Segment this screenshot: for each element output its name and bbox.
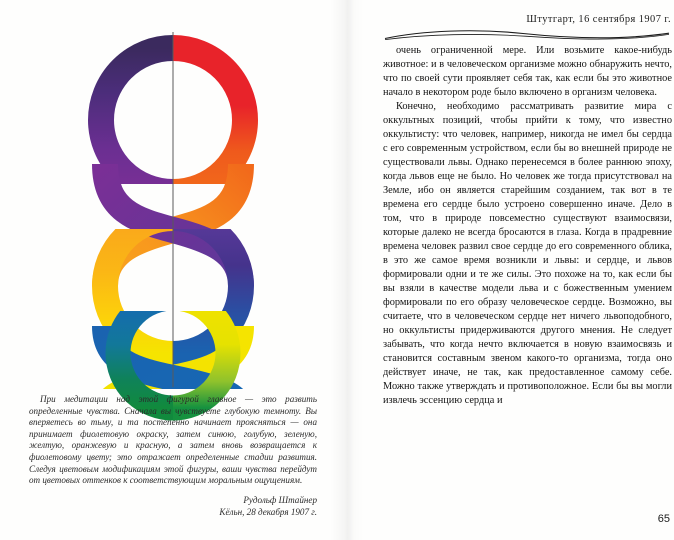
body-text (383, 44, 672, 408)
header-swash-rule (383, 27, 671, 43)
paragraph-2: Конечно, необходимо рассматривать развитие мира с оккультных позиций, чтобы прийти к тому, что известно оккультисту: что человек, например, никогда не имел бы сердца с его современным устройством, если бы во внешней природе не существовали львы. Однако перенесемся в более раннюю эпоху, когда львов еще не было. Но человек же тогда присутствовал на Земле, ибо он является старейшим созданием, так вот в те времена его сердце было устроено совершенно иначе. Дело в том, что в природе повсеместно существуют взаимосвязи, которые далеко не всегда бросаются в глаза. Когда в прадревние времена человек развил свое сердце до его современного облика, в это же самое время возникли и львы: и сердце, и львов формировали одни и те же силы. Это похоже на то, как если бы вы взяли в качестве модели льва и с божественным умением формировали по его образу человеческое сердце. Возможно, вы считаете, что в человеческом сердце нет ничего львоподобного, но оккультисты придерживаются другого мнения. Не следует забывать, что когда нечто включается в новую взаимосвязь и становится составным звеном какого-то организма, тогда оно действует иначе, не так, как предоставленное самому себе. Можно также утверждать и противоположное. Если бы вы могли извлечь эссенцию сердца и (383, 101, 672, 406)
page-number: 65 (657, 513, 670, 525)
paragraph-1: очень ограниченной мере. Или возьмите какое-нибудь животное: и в человеческом организме можно обнаружить нечто, что по своей сути проявляет себя так, как если бы это животное начало в некотором роде было включено в организм человека. (383, 45, 672, 98)
caption-author: Рудольф Штайнер (243, 494, 317, 505)
caption-place-date: Кёльн, 28 декабря 1907 г. (219, 507, 317, 518)
figure-caption (29, 394, 317, 519)
caption-text: При медитации над этой фигурой главное — это развить определенные чувства. Сначала вы чувствуете глубокую темноту. Вы вперяетесь во тьму, и та постепенно начинает проясняться — она принимает фиолетовую окраску, затем синюю, голубую, зеленую, желтую, оранжевую и красную, а затем вновь возвращается к фиолетовому цвету; это отражает определенные стадии развития. Следуя цветовым модификациям этой фигуры, ваши чувства перейдут от цветовых оттенков к соответствующим моральным ощущениям. (29, 394, 317, 486)
running-head: Штутгарт, 16 сентября 1907 г. (526, 14, 671, 25)
